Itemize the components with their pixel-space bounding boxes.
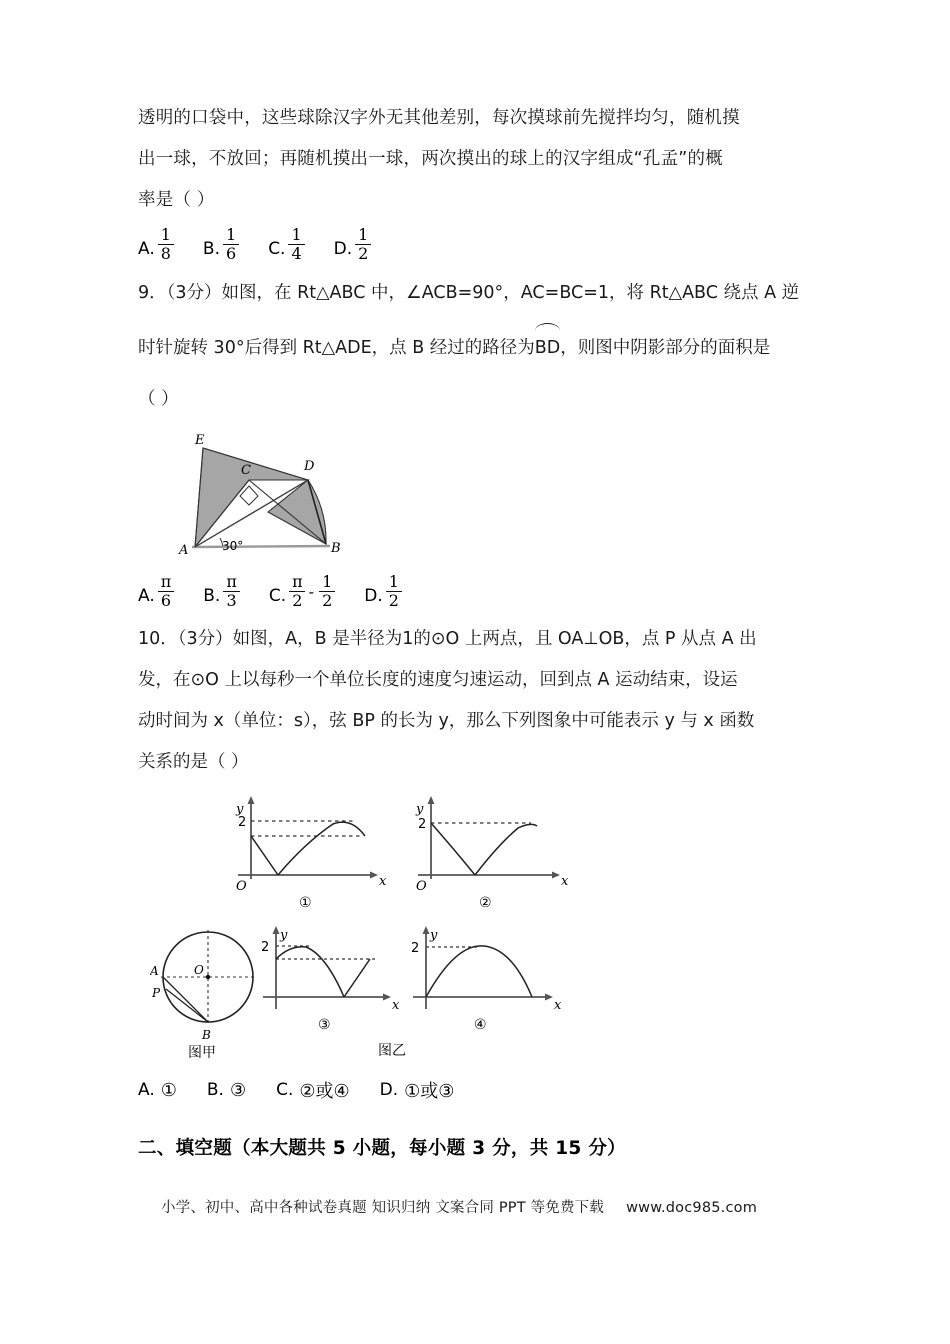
question-8-block <box>138 98 818 263</box>
question-9-options <box>138 572 818 610</box>
question-10-line4: 关系的是（ ） <box>138 752 249 772</box>
page-content <box>138 98 818 1103</box>
y-axis-label: y <box>280 928 288 943</box>
fraction <box>386 574 402 609</box>
fraction <box>355 227 371 262</box>
page-footer <box>161 1196 757 1217</box>
question-10-line1: 10．（3分）如图，A，B 是半径为1的⊙O 上两点，且 OA⊥OB，点 P 从点 A 出 <box>138 629 757 649</box>
option-letter: D. <box>364 586 383 606</box>
option-letter: A. <box>138 239 155 259</box>
graph-3 <box>261 926 406 1059</box>
question-8-body-line3: 率是（ ） <box>138 190 215 210</box>
fraction-denominator: 2 <box>289 591 305 609</box>
question-10-block <box>138 619 818 1103</box>
graph-id-1: ① <box>299 895 312 911</box>
curve-segment-2 <box>278 822 365 875</box>
question-9-figure <box>148 426 818 568</box>
label-o: O <box>194 963 204 977</box>
option-b[interactable] <box>202 225 242 263</box>
fraction-numerator: 1 <box>358 225 369 244</box>
caption-yi: 图乙 <box>378 1043 406 1059</box>
origin-label: O <box>416 879 427 894</box>
option-letter: A. <box>138 1079 155 1100</box>
rotation-triangle-diagram <box>148 426 378 564</box>
label-e: E <box>195 433 205 448</box>
curve-segment-1 <box>276 947 344 997</box>
arc-notation-bd <box>535 326 560 369</box>
label-a: A <box>179 543 189 558</box>
fraction-denominator: 8 <box>158 244 174 262</box>
x-axis-label: x <box>554 998 562 1013</box>
option-value: ① <box>160 1079 177 1101</box>
arc-overline-icon <box>535 323 560 331</box>
fraction-denominator: 6 <box>223 244 239 262</box>
option-d[interactable] <box>380 1077 455 1103</box>
graph-4 <box>411 926 562 1033</box>
graph-id-3: ③ <box>318 1017 331 1033</box>
y-axis-arrow <box>273 926 280 934</box>
origin-label: O <box>236 879 247 894</box>
question-9-line2-pre: 时针旋转 30°后得到 Rt△ADE，点 B 经过的路径为 <box>138 338 535 358</box>
x-axis-label: x <box>561 874 569 889</box>
x-axis-arrow <box>545 994 553 1001</box>
x-axis-label: x <box>379 874 387 889</box>
tick-label-2: 2 <box>418 817 427 832</box>
fraction-denominator: 3 <box>223 591 239 609</box>
label-b: B <box>331 541 341 556</box>
label-d: D <box>304 459 315 474</box>
question-8-options <box>138 225 818 263</box>
option-a[interactable] <box>138 1080 177 1101</box>
fraction <box>288 227 304 262</box>
question-8-body-line2: 出一球，不放回；再随机摸出一球，两次摸出的球上的汉字组成“孔孟”的概 <box>138 149 723 169</box>
question-9-line3: （ ） <box>138 389 179 409</box>
fraction-denominator: 6 <box>158 591 174 609</box>
option-c[interactable] <box>268 225 307 263</box>
caption-jia: 图甲 <box>188 1045 216 1061</box>
graph-id-2: ② <box>479 895 492 911</box>
option-c[interactable] <box>268 572 338 610</box>
option-letter: B. <box>206 1079 224 1100</box>
fraction-numerator: 1 <box>388 572 399 591</box>
graph-2 <box>415 796 569 911</box>
y-axis-arrow <box>428 796 435 804</box>
x-axis-label: x <box>392 998 400 1013</box>
label-c: C <box>241 463 251 478</box>
question-10-graphs-top <box>233 793 818 915</box>
question-10-line3: 动时间为 x（单位：s），弦 BP 的长为 y，那么下列图象中可能表示 y 与 x 函数 <box>138 711 755 731</box>
curve-segment-2 <box>475 824 537 875</box>
option-b[interactable] <box>207 1080 246 1101</box>
question-9-line2 <box>138 326 818 369</box>
x-axis-arrow <box>552 872 560 879</box>
fraction <box>289 574 306 609</box>
question-9-line2-post: ，则图中阴影部分的面积是 <box>560 338 771 358</box>
fraction-denominator: 2 <box>355 244 371 262</box>
fraction-denominator: 2 <box>386 591 402 609</box>
segment-ab <box>192 546 330 547</box>
option-c[interactable] <box>276 1077 350 1103</box>
fraction-denominator: 4 <box>288 244 304 262</box>
option-letter: A. <box>138 586 155 606</box>
fraction-numerator: 1 <box>291 225 302 244</box>
graphs-row-1 <box>233 793 583 911</box>
y-axis-arrow <box>423 926 430 934</box>
option-value: ③ <box>229 1079 247 1101</box>
x-axis-arrow <box>383 994 391 1001</box>
option-d[interactable] <box>364 572 405 610</box>
curve-segment-1 <box>251 836 278 875</box>
tick-label-2: 2 <box>411 941 420 956</box>
fraction-numerator: π <box>226 572 237 591</box>
fraction-numerator: 1 <box>226 225 237 244</box>
option-a[interactable] <box>138 225 177 263</box>
footer-url[interactable]: www.doc985.com <box>626 1200 758 1216</box>
fraction-numerator: 1 <box>322 572 333 591</box>
y-axis-label: y <box>430 928 438 943</box>
option-letter: B. <box>202 239 220 259</box>
center-point <box>206 975 210 979</box>
tick-label-2: 2 <box>261 940 270 955</box>
option-letter: C. <box>276 1079 294 1100</box>
option-letter: B. <box>203 586 221 606</box>
arc-label: BD <box>534 338 561 358</box>
option-letter: D. <box>333 239 353 259</box>
fraction-second <box>319 574 335 609</box>
fraction <box>223 574 240 609</box>
option-b[interactable] <box>203 572 243 610</box>
curve-segment-1 <box>431 823 475 875</box>
option-letter: D. <box>379 1079 399 1100</box>
curve-arc <box>426 946 532 997</box>
graphs-row-2 <box>150 917 590 1067</box>
question-9-block <box>138 273 818 610</box>
y-axis-arrow <box>248 796 255 804</box>
curve-segment-2 <box>344 959 370 997</box>
y-axis-label: y <box>236 802 244 817</box>
label-p: P <box>152 986 161 1000</box>
question-10-graphs-bottom <box>150 917 818 1071</box>
x-axis-arrow <box>370 872 378 879</box>
minus-sign: - <box>308 583 315 601</box>
question-9-line1: 9．（3分）如图，在 Rt△ABC 中，∠ACB=90°，AC=BC=1，将 Rt△ABC 绕点 A 逆 <box>138 283 800 303</box>
label-b: B <box>202 1028 211 1042</box>
option-letter: C. <box>268 586 287 606</box>
label-a: A <box>150 964 159 978</box>
option-value: ①或③ <box>404 1081 455 1102</box>
option-d[interactable] <box>333 225 375 263</box>
question-8-body-line1: 透明的口袋中，这些球除汉字外无其他差别，每次摸球前先搅拌均匀，随机摸 <box>138 108 740 128</box>
label-angle-30: 30° <box>222 539 244 553</box>
graph-id-4: ④ <box>474 1017 487 1033</box>
footer-text: 小学、初中、高中各种试卷真题 知识归纳 文案合同 PPT 等免费下载 <box>161 1200 605 1216</box>
fraction-numerator: π <box>160 572 172 591</box>
fraction-numerator: 1 <box>160 225 171 244</box>
graph-1 <box>235 796 387 911</box>
question-10-line2: 发，在⊙O 上以每秒一个单位长度的速度匀速运动，回到点 A 运动结束，设运 <box>138 670 738 690</box>
option-a[interactable] <box>138 572 177 610</box>
question-10-options <box>138 1077 818 1103</box>
option-letter: C. <box>268 239 286 259</box>
fraction <box>158 227 174 262</box>
fraction <box>223 227 239 262</box>
y-axis-label: y <box>416 802 424 817</box>
option-value: ②或④ <box>299 1081 350 1102</box>
fraction <box>158 574 175 609</box>
circle-diagram <box>150 930 255 1061</box>
fraction-denominator: 2 <box>319 591 335 609</box>
tick-label-2: 2 <box>238 815 247 830</box>
section-2-heading: 二、填空题（本大题共 5 小题，每小题 3 分，共 15 分） <box>138 1138 626 1159</box>
fraction-numerator: π <box>292 572 303 591</box>
